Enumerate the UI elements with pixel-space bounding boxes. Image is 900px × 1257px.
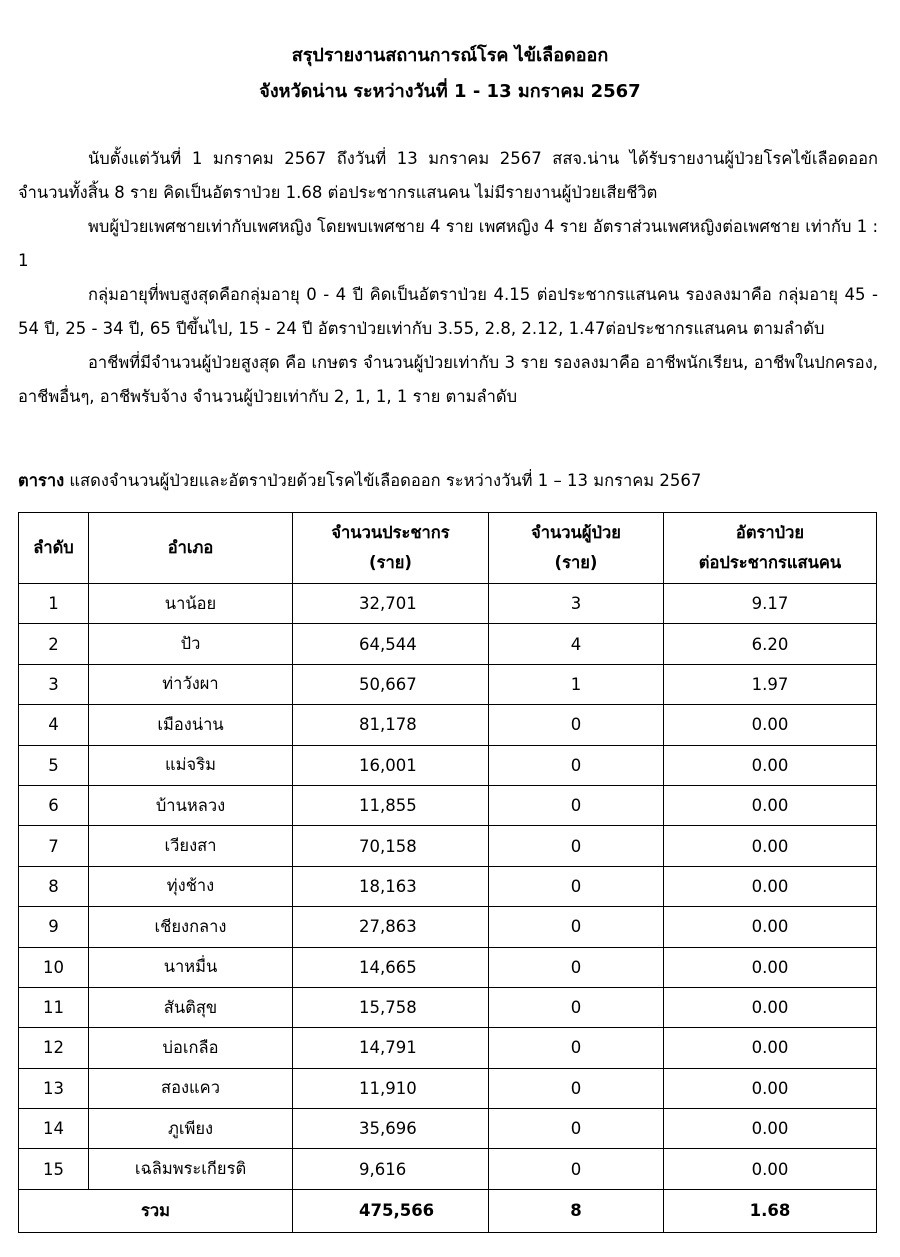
row-no: 1 xyxy=(19,584,89,624)
row-rate: 0.00 xyxy=(664,987,877,1027)
row-cases: 0 xyxy=(489,947,664,987)
row-cases: 0 xyxy=(489,1068,664,1108)
header-cases xyxy=(489,513,664,584)
row-rate: 0.00 xyxy=(664,1068,877,1108)
summary-paragraph-sex: พบผู้ป่วยเพศชายเท่ากับเพศหญิง โดยพบเพศชาย 4 ราย เพศหญิง 4 ราย อัตราส่วนเพศหญิงต่อเพศชาย เท่ากับ 1 : 1 xyxy=(18,217,878,270)
row-district: ทุ่งช้าง xyxy=(89,866,293,906)
table-row xyxy=(19,624,877,664)
row-cases: 3 xyxy=(489,584,664,624)
row-population: 11,910 xyxy=(293,1068,489,1108)
row-cases: 0 xyxy=(489,987,664,1027)
row-rate: 0.00 xyxy=(664,826,877,866)
row-no: 12 xyxy=(19,1028,89,1068)
table-total-row xyxy=(19,1189,877,1232)
table-row xyxy=(19,664,877,704)
header-rate-line1: อัตราป่วย xyxy=(735,523,805,542)
row-rate: 0.00 xyxy=(664,1109,877,1149)
row-rate: 9.17 xyxy=(664,584,877,624)
row-population: 16,001 xyxy=(293,745,489,785)
row-population: 70,158 xyxy=(293,826,489,866)
row-rate: 0.00 xyxy=(664,866,877,906)
row-population: 27,863 xyxy=(293,907,489,947)
table-row xyxy=(19,987,877,1027)
summary-paragraph-age: กลุ่มอายุที่พบสูงสุดคือกลุ่มอายุ 0 - 4 ปี คิดเป็นอัตราป่วย 4.15 ต่อประชากรแสนคน รองลงมาคือ กลุ่มอายุ 45 - 54 ปี, 25 - 34 ปี, 65 ปีขึ้นไป, 15 - 24 ปี อัตราป่วยเท่ากับ 3.55, 2.8, 2.12, 1.47ต่อประชากรแสนคน ตามลำดับ xyxy=(18,285,878,338)
row-district: ท่าวังผา xyxy=(89,664,293,704)
row-no: 4 xyxy=(19,705,89,745)
row-rate: 0.00 xyxy=(664,947,877,987)
row-population: 32,701 xyxy=(293,584,489,624)
table-row xyxy=(19,947,877,987)
row-cases: 0 xyxy=(489,1109,664,1149)
row-rate: 0.00 xyxy=(664,745,877,785)
row-rate: 0.00 xyxy=(664,705,877,745)
row-district: นาหมื่น xyxy=(89,947,293,987)
row-rate: 0.00 xyxy=(664,1149,877,1189)
row-rate: 0.00 xyxy=(664,785,877,825)
row-district: เชียงกลาง xyxy=(89,907,293,947)
report-title: สรุปรายงานสถานการณ์โรค ไข้เลือดออก xyxy=(291,45,609,66)
report-subtitle: จังหวัดน่าน ระหว่างวันที่ 1 - 13 มกราคม 2567 xyxy=(259,81,641,102)
row-district: นาน้อย xyxy=(89,584,293,624)
row-no: 5 xyxy=(19,745,89,785)
row-cases: 0 xyxy=(489,705,664,745)
header-rate xyxy=(664,513,877,584)
row-cases: 4 xyxy=(489,624,664,664)
row-no: 10 xyxy=(19,947,89,987)
header-population xyxy=(293,513,489,584)
row-no: 7 xyxy=(19,826,89,866)
header-rate-line2: ต่อประชากรแสนคน xyxy=(698,553,842,572)
header-no: ลำดับ xyxy=(19,513,89,584)
row-cases: 0 xyxy=(489,1028,664,1068)
row-population: 11,855 xyxy=(293,785,489,825)
row-district: สองแคว xyxy=(89,1068,293,1108)
row-district: ปัว xyxy=(89,624,293,664)
row-population: 81,178 xyxy=(293,705,489,745)
row-district: แม่จริม xyxy=(89,745,293,785)
row-no: 15 xyxy=(19,1149,89,1189)
row-cases: 1 xyxy=(489,664,664,704)
row-population: 15,758 xyxy=(293,987,489,1027)
row-rate: 1.97 xyxy=(664,664,877,704)
row-district: เวียงสา xyxy=(89,826,293,866)
row-population: 64,544 xyxy=(293,624,489,664)
row-rate: 0.00 xyxy=(664,907,877,947)
total-cases: 8 xyxy=(489,1189,664,1232)
table-header-row xyxy=(19,513,877,584)
row-no: 6 xyxy=(19,785,89,825)
row-district: เมืองน่าน xyxy=(89,705,293,745)
summary-paragraph-occupation: อาชีพที่มีจำนวนผู้ป่วยสูงสุด คือ เกษตร จำนวนผู้ป่วยเท่ากับ 3 ราย รองลงมาคือ อาชีพนักเรียน, อาชีพในปกครอง, อาชีพอื่นๆ, อาชีพรับจ้าง จำนวนผู้ป่วยเท่ากับ 2, 1, 1, 1 ราย ตามลำดับ xyxy=(18,353,878,406)
table-row xyxy=(19,745,877,785)
row-district: บ้านหลวง xyxy=(89,785,293,825)
table-row xyxy=(19,1109,877,1149)
dengue-table xyxy=(18,512,877,1233)
header-population-line2: (ราย) xyxy=(369,553,412,572)
table-row xyxy=(19,705,877,745)
table-row xyxy=(19,1068,877,1108)
header-population-line1: จำนวนประชากร xyxy=(331,523,450,542)
total-rate: 1.68 xyxy=(664,1189,877,1232)
row-no: 9 xyxy=(19,907,89,947)
row-no: 11 xyxy=(19,987,89,1027)
row-no: 3 xyxy=(19,664,89,704)
summary-paragraph-cases: นับตั้งแต่วันที่ 1 มกราคม 2567 ถึงวันที่ 13 มกราคม 2567 สสจ.น่าน ได้รับรายงานผู้ป่วยโรคไข้เลือดออก จำนวนทั้งสิ้น 8 ราย คิดเป็นอัตราป่วย 1.68 ต่อประชากรแสนคน ไม่มีรายงานผู้ป่วยเสียชีวิต xyxy=(18,149,878,202)
table-row xyxy=(19,1028,877,1068)
row-rate: 0.00 xyxy=(664,1028,877,1068)
row-cases: 0 xyxy=(489,907,664,947)
row-no: 8 xyxy=(19,866,89,906)
table-row xyxy=(19,907,877,947)
row-population: 14,791 xyxy=(293,1028,489,1068)
total-population: 475,566 xyxy=(293,1189,489,1232)
row-cases: 0 xyxy=(489,826,664,866)
table-caption-text: แสดงจำนวนผู้ป่วยและอัตราป่วยด้วยโรคไข้เลือดออก ระหว่างวันที่ 1 – 13 มกราคม 2567 xyxy=(64,471,702,490)
row-population: 50,667 xyxy=(293,664,489,704)
row-population: 18,163 xyxy=(293,866,489,906)
row-population: 35,696 xyxy=(293,1109,489,1149)
row-no: 2 xyxy=(19,624,89,664)
row-district: ภูเพียง xyxy=(89,1109,293,1149)
summary-text xyxy=(18,142,878,414)
row-cases: 0 xyxy=(489,785,664,825)
row-district: บ่อเกลือ xyxy=(89,1028,293,1068)
table-row xyxy=(19,866,877,906)
row-no: 13 xyxy=(19,1068,89,1108)
table-caption-label: ตาราง xyxy=(18,471,65,490)
row-no: 14 xyxy=(19,1109,89,1149)
header-cases-line2: (ราย) xyxy=(554,553,598,572)
header-district: อำเภอ xyxy=(89,513,293,584)
row-population: 9,616 xyxy=(293,1149,489,1189)
row-cases: 0 xyxy=(489,745,664,785)
row-cases: 0 xyxy=(489,1149,664,1189)
row-population: 14,665 xyxy=(293,947,489,987)
table-caption xyxy=(18,466,878,496)
row-rate: 6.20 xyxy=(664,624,877,664)
table-row xyxy=(19,584,877,624)
table-row xyxy=(19,826,877,866)
row-cases: 0 xyxy=(489,866,664,906)
header-cases-line1: จำนวนผู้ป่วย xyxy=(531,523,621,542)
row-district: สันติสุข xyxy=(89,987,293,1027)
total-label: รวม xyxy=(19,1189,293,1232)
table-row xyxy=(19,1149,877,1189)
table-row xyxy=(19,785,877,825)
row-district: เฉลิมพระเกียรติ xyxy=(89,1149,293,1189)
